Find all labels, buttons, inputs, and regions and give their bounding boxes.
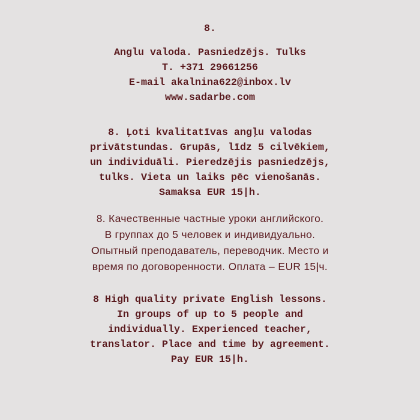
english-line: In groups of up to 5 people and	[116, 310, 304, 321]
latvian-line: privātstundas. Grupās, līdz 5 cilvēkiem,	[89, 143, 331, 154]
latvian-line: tulks. Vieta un laiks pēc vienošanās.	[98, 173, 322, 184]
russian-line: В группах до 5 человек и индивидуально.	[104, 229, 316, 241]
contact-website[interactable]: www.sadarbe.com	[164, 93, 255, 104]
russian-line: 8. Качественные частные уроки английского.	[96, 213, 324, 225]
page-number: 8.	[203, 24, 216, 35]
latvian-line: 8. Ļoti kvalitatīvas angļu valodas	[107, 128, 313, 139]
english-line: individually. Experienced teacher,	[107, 325, 313, 336]
english-line: 8 High quality private English lessons.	[92, 295, 328, 306]
contact-title: Anglu valoda. Pasniedzējs. Tulks	[113, 48, 307, 59]
contact-phone: T. +371 29661256	[161, 63, 258, 74]
latvian-line: un individuāli. Pieredzējis pasniedzējs,	[89, 158, 331, 169]
russian-line: Опытный преподаватель, переводчик. Место и	[91, 245, 329, 257]
latvian-line: Samaksa EUR 15|h.	[158, 188, 262, 199]
english-line: translator. Place and time by agreement.	[89, 340, 331, 351]
russian-line: время по договоренности. Оплата – EUR 15|ч.	[92, 261, 328, 273]
contact-email[interactable]: E-mail akalnina622@inbox.lv	[128, 78, 292, 89]
english-line: Pay EUR 15|h.	[170, 355, 249, 366]
